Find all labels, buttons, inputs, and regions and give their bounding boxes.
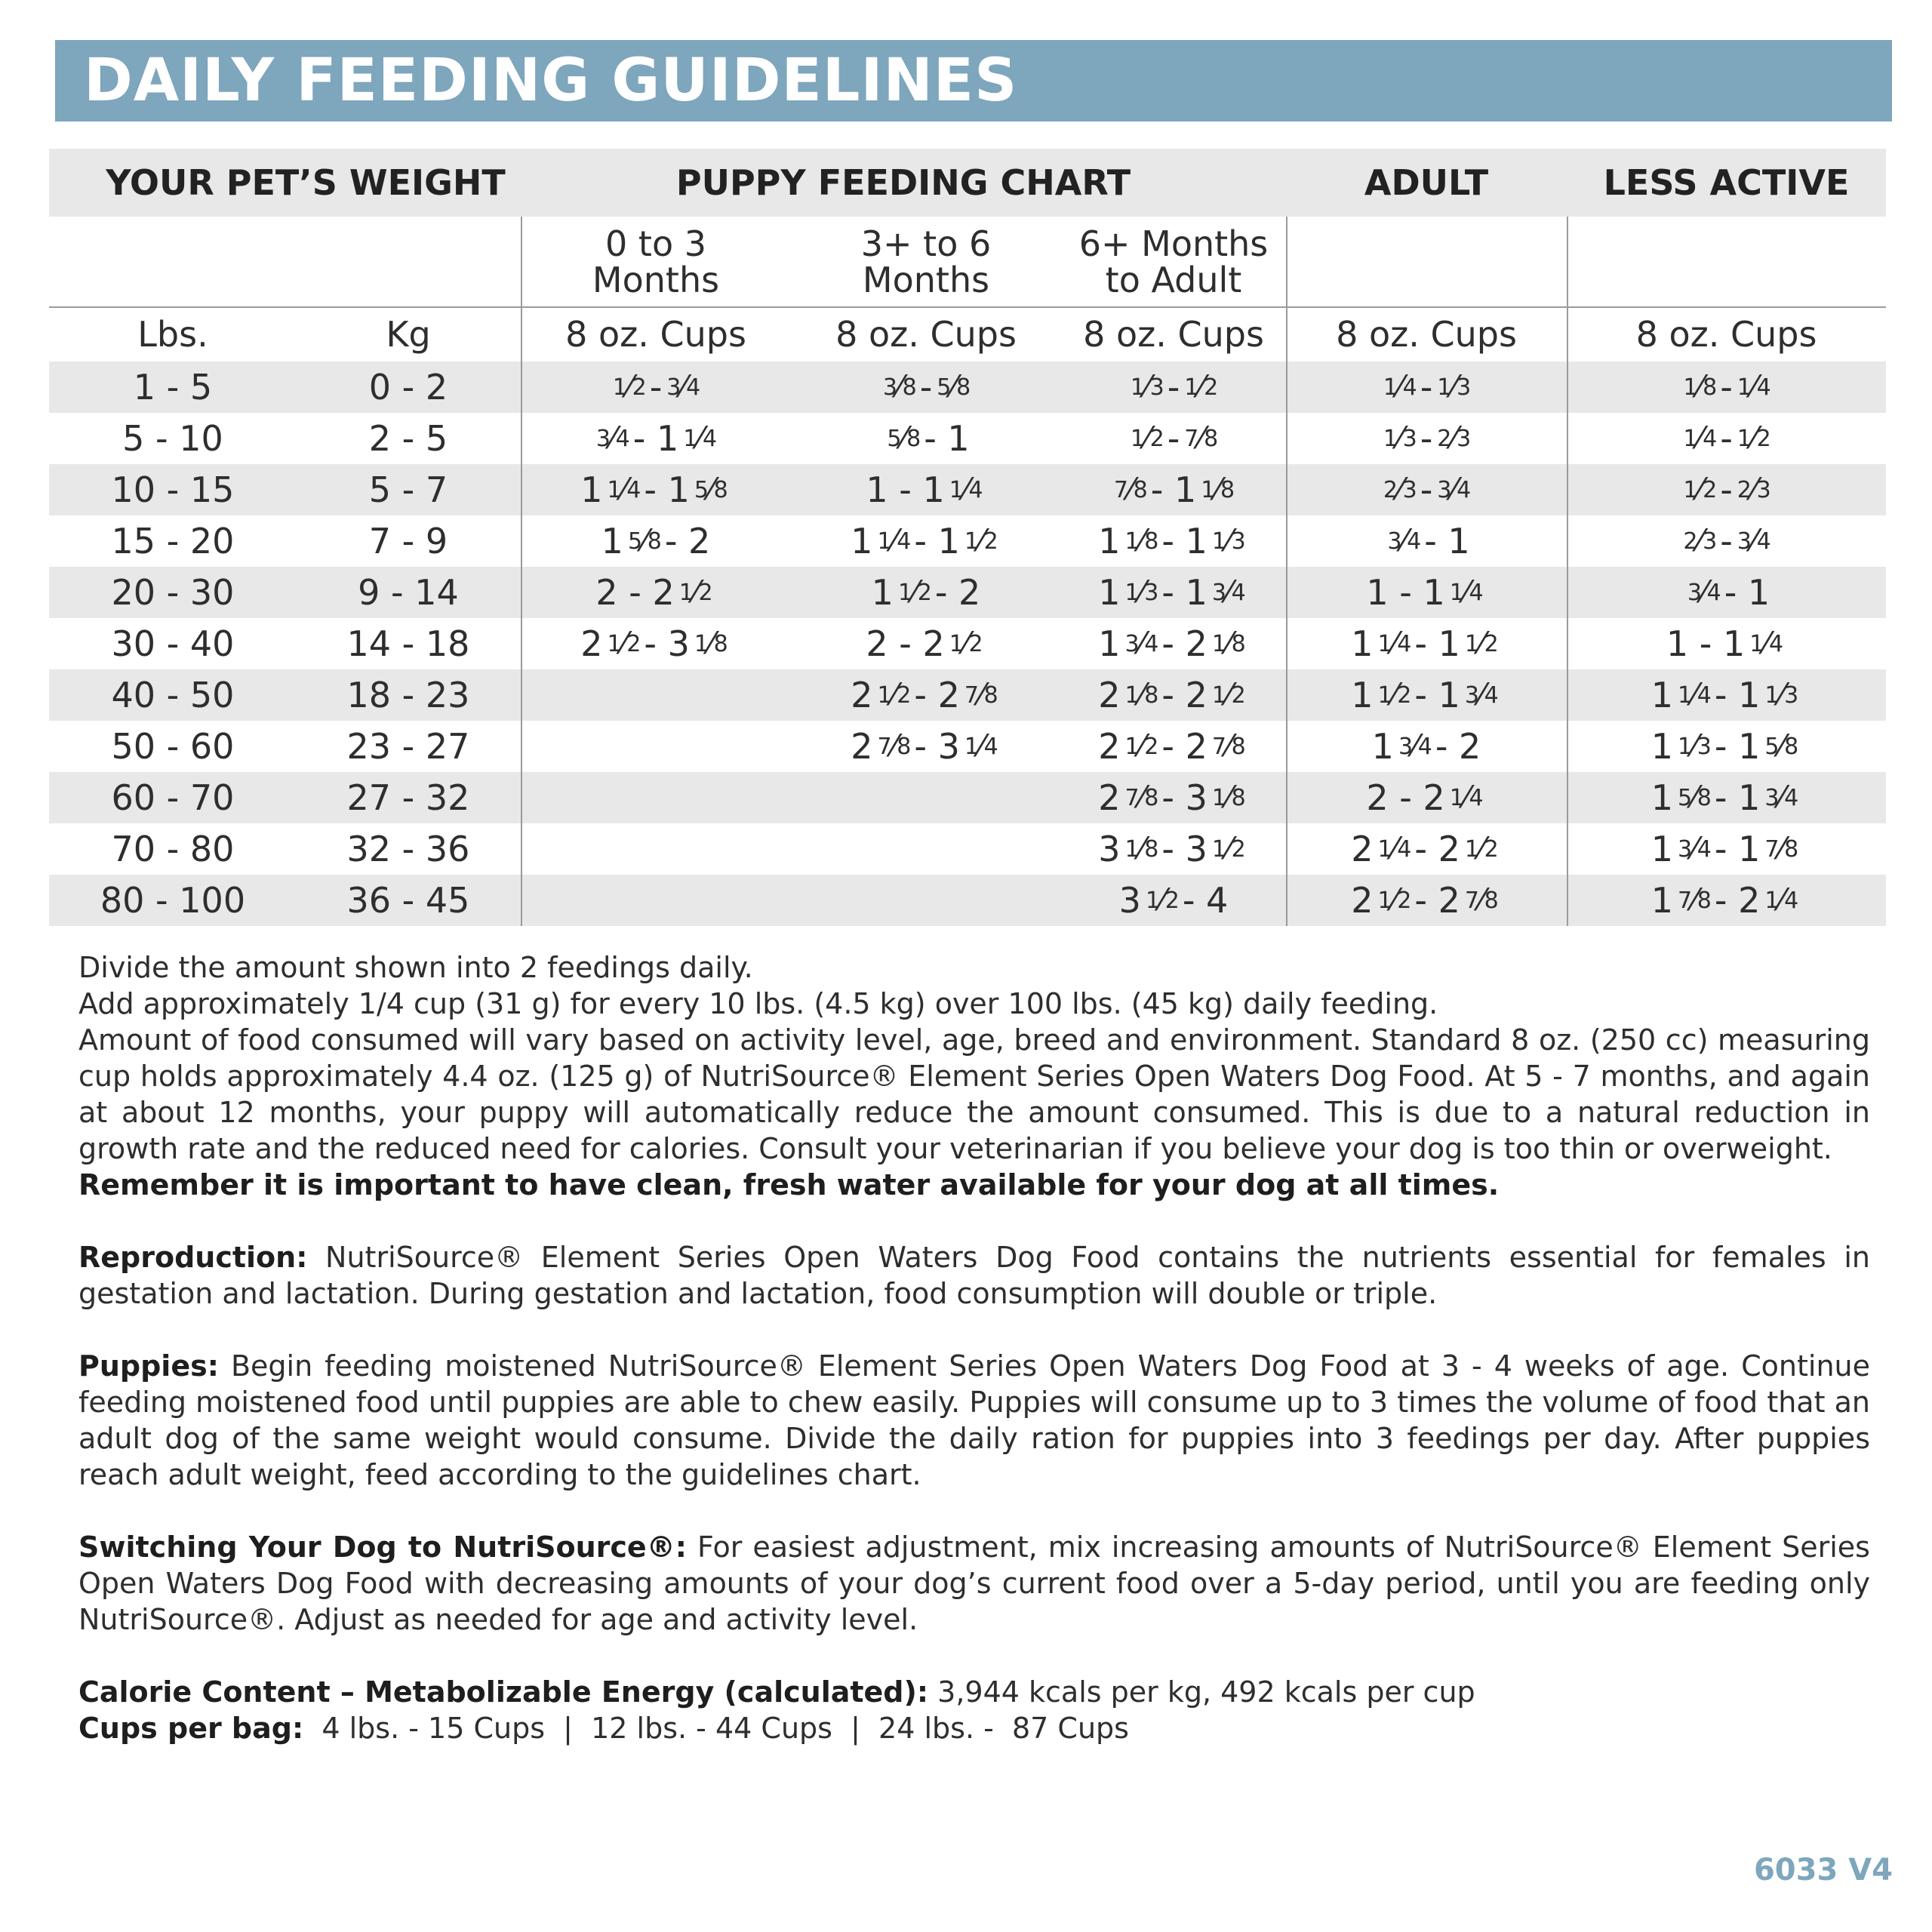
calorie-text: 3,944 kcals per kg, 492 kcals per cup bbox=[928, 1675, 1475, 1709]
age-header: 6+ Months to Adult bbox=[1078, 223, 1269, 300]
table-cell: 1 3 ⁄ 4 - 1 7 ⁄ 8 bbox=[1651, 829, 1799, 869]
table-cell: 1 1 ⁄ 4 - 1 1 ⁄ 2 bbox=[1351, 623, 1499, 664]
header-rule bbox=[521, 306, 1886, 308]
reproduction-text: NutriSource® Element Series Open Waters Dog Food contains the nutrients essential for females in gestation and lactation. During gestation and lactation, food consumption will double or triple. bbox=[78, 1241, 1870, 1310]
calorie-label: Calorie Content – Metabolizable Energy (calculated): bbox=[78, 1675, 929, 1709]
table-cell bbox=[521, 875, 791, 926]
reproduction-label: Reproduction: bbox=[78, 1241, 308, 1274]
puppy-group-header: PUPPY FEEDING CHART bbox=[675, 162, 1131, 203]
table-cell: 80 - 100 bbox=[100, 880, 246, 921]
table-cell: 1 ⁄ 8 - 1 ⁄ 4 bbox=[1683, 367, 1771, 408]
puppies-text: Begin feeding moistened NutriSource® Element Series Open Waters Dog Food at 3 - 4 weeks of age. Continue feeding moistened food until puppies are able to chew easily. Puppies will consume up to 3 times the volume of food that an adult dog of the same weight would consume. Divide the daily ration for puppies into 3 feedings per day. After puppies reach adult weight, feed according to the guidelines chart. bbox=[78, 1349, 1870, 1491]
table-cell: 30 - 40 bbox=[111, 623, 235, 664]
note-amount: Amount of food consumed will vary based on activity level, age, breed and environment. Standard 8 oz. (250 cc) measuring cup holds approximately 4.4 oz. (125 g) of NutriSource® Element Series Open Waters Dog Food. At 5 - 7 months, and again at about 12 months, your puppy will automatically reduce the amount consumed. This is due to a natural reduction in growth rate and the reduced need for calories. Consult your veterinarian if you believe your dog is too thin or overweight. bbox=[78, 1023, 1870, 1165]
table-cell: 1 - 1 1 ⁄ 4 bbox=[1666, 623, 1784, 664]
table-cell: 15 - 20 bbox=[111, 521, 235, 561]
table-cell: 2 1 ⁄ 2 - 2 7 ⁄ 8 bbox=[851, 675, 998, 715]
table-cell: 5 - 7 bbox=[368, 469, 448, 510]
note-puppies bbox=[78, 1348, 1870, 1493]
table-cell: 1 3 ⁄ 4 - 2 bbox=[1371, 726, 1481, 767]
note-water: Remember it is important to have clean, fresh water available for your dog at all times. bbox=[78, 1168, 1500, 1201]
table-cell: 1 5 ⁄ 8 - 2 bbox=[601, 521, 711, 561]
unit-header: 8 oz. Cups bbox=[565, 314, 746, 355]
page-title: DAILY FEEDING GUIDELINES bbox=[84, 47, 1018, 115]
table-cell: 14 - 18 bbox=[346, 623, 470, 664]
table-cell: 23 - 27 bbox=[346, 726, 470, 767]
unit-header: Kg bbox=[386, 314, 431, 355]
feeding-notes bbox=[78, 949, 1870, 1746]
table-cell: 2 1 ⁄ 8 - 2 1 ⁄ 2 bbox=[1098, 675, 1246, 715]
note-switching bbox=[78, 1529, 1870, 1638]
table-cell bbox=[521, 721, 791, 772]
table-cell: 1 3 ⁄ 4 - 2 1 ⁄ 8 bbox=[1098, 623, 1246, 664]
table-cell: 1 1 ⁄ 3 - 1 5 ⁄ 8 bbox=[1651, 726, 1799, 767]
table-cell: 3 1 ⁄ 2 - 4 bbox=[1118, 880, 1229, 921]
table-cell: 5 ⁄ 8 - 1 bbox=[887, 418, 970, 459]
table-cell: 1 1 ⁄ 8 - 1 1 ⁄ 3 bbox=[1098, 521, 1246, 561]
less-active-group-header: LESS ACTIVE bbox=[1603, 162, 1850, 203]
table-cell: 2 - 5 bbox=[368, 418, 448, 459]
table-cell: 1 5 ⁄ 8 - 1 3 ⁄ 4 bbox=[1651, 777, 1799, 818]
table-cell bbox=[791, 875, 1061, 926]
table-cell: 2 7 ⁄ 8 - 3 1 ⁄ 8 bbox=[1098, 777, 1246, 818]
table-cell: 2 - 2 1 ⁄ 4 bbox=[1366, 777, 1484, 818]
table-cell: 32 - 36 bbox=[346, 829, 470, 869]
puppies-label: Puppies: bbox=[78, 1349, 219, 1383]
table-cell: 2 1 ⁄ 4 - 2 1 ⁄ 2 bbox=[1351, 829, 1499, 869]
table-cell: 0 - 2 bbox=[368, 367, 448, 408]
age-header: 3+ to 6 Months bbox=[860, 223, 992, 300]
table-cell: 27 - 32 bbox=[346, 777, 470, 818]
table-cell: 1 7 ⁄ 8 - 2 1 ⁄ 4 bbox=[1651, 880, 1799, 921]
unit-header: Lbs. bbox=[137, 314, 208, 355]
table-cell: 1 1 ⁄ 4 - 1 5 ⁄ 8 bbox=[580, 469, 728, 510]
table-cell: 1 1 ⁄ 2 - 1 3 ⁄ 4 bbox=[1351, 675, 1499, 715]
table-cell: 1 ⁄ 4 - 1 ⁄ 2 bbox=[1683, 418, 1771, 459]
table-cell: 3 ⁄ 4 - 1 bbox=[1387, 521, 1470, 561]
table-cell: 2 7 ⁄ 8 - 3 1 ⁄ 4 bbox=[851, 726, 998, 767]
table-cell: 3 ⁄ 4 - 1 1 ⁄ 4 bbox=[595, 418, 718, 459]
table-cell: 2 ⁄ 3 - 3 ⁄ 4 bbox=[1683, 521, 1771, 561]
table-cell: 1 - 1 1 ⁄ 4 bbox=[1366, 572, 1484, 613]
adult-group-header: ADULT bbox=[1364, 162, 1489, 203]
table-cell: 3 ⁄ 4 - 1 bbox=[1687, 572, 1770, 613]
table-cell: 1 1 ⁄ 2 - 2 bbox=[871, 572, 981, 613]
table-cell: 1 ⁄ 3 - 2 ⁄ 3 bbox=[1383, 418, 1472, 459]
table-cell: 1 1 ⁄ 3 - 1 3 ⁄ 4 bbox=[1098, 572, 1246, 613]
table-cell: 7 ⁄ 8 - 1 1 ⁄ 8 bbox=[1113, 469, 1235, 510]
table-cell: 1 1 ⁄ 4 - 1 1 ⁄ 3 bbox=[1651, 675, 1799, 715]
unit-header: 8 oz. Cups bbox=[1083, 314, 1264, 355]
table-cell bbox=[791, 772, 1061, 823]
table-cell bbox=[521, 669, 791, 721]
age-header: 0 to 3 Months bbox=[592, 223, 720, 300]
table-cell: 1 1 ⁄ 4 - 1 1 ⁄ 2 bbox=[851, 521, 998, 561]
switching-label: Switching Your Dog to NutriSource®: bbox=[78, 1531, 687, 1564]
note-cups-per-bag bbox=[78, 1710, 1870, 1746]
table-cell bbox=[521, 823, 791, 875]
header-rule bbox=[49, 306, 521, 308]
table-cell: 5 - 10 bbox=[122, 418, 223, 459]
table-cell: 2 1 ⁄ 2 - 3 1 ⁄ 8 bbox=[580, 623, 728, 664]
note-add-over-100: Add approximately 1/4 cup (31 g) for every 10 lbs. (4.5 kg) over 100 lbs. (45 kg) daily feeding. bbox=[78, 987, 1438, 1020]
cups-label: Cups per bag: bbox=[78, 1712, 304, 1745]
table-cell: 70 - 80 bbox=[111, 829, 235, 869]
table-cell bbox=[791, 823, 1061, 875]
switching-text: For easiest adjustment, mix increasing amounts of NutriSource® Element Series Open Waters Dog Food with decreasing amounts of your dog’s current food over a 5-day period, until you are feeding only NutriSource®. Adjust as needed for age and activity level. bbox=[78, 1531, 1870, 1636]
table-cell: 40 - 50 bbox=[111, 675, 235, 715]
note-reproduction bbox=[78, 1239, 1870, 1312]
table-cell: 1 - 5 bbox=[133, 367, 213, 408]
table-cell: 1 ⁄ 2 - 2 ⁄ 3 bbox=[1683, 469, 1771, 510]
table-cell: 50 - 60 bbox=[111, 726, 235, 767]
table-cell: 1 ⁄ 2 - 7 ⁄ 8 bbox=[1130, 418, 1219, 459]
note-divide: Divide the amount shown into 2 feedings daily. bbox=[78, 951, 753, 984]
table-cell: 20 - 30 bbox=[111, 572, 235, 613]
table-cell: 2 - 2 1 ⁄ 2 bbox=[866, 623, 983, 664]
table-cell: 36 - 45 bbox=[346, 880, 470, 921]
table-cell: 1 ⁄ 2 - 3 ⁄ 4 bbox=[612, 367, 701, 408]
table-cell: 18 - 23 bbox=[346, 675, 470, 715]
table-cell: 2 ⁄ 3 - 3 ⁄ 4 bbox=[1383, 469, 1472, 510]
table-cell: 1 - 1 1 ⁄ 4 bbox=[866, 469, 983, 510]
table-cell: 2 - 2 1 ⁄ 2 bbox=[595, 572, 713, 613]
unit-header: 8 oz. Cups bbox=[1635, 314, 1817, 355]
table-cell: 2 1 ⁄ 2 - 2 7 ⁄ 8 bbox=[1351, 880, 1499, 921]
table-group-header bbox=[49, 149, 1886, 217]
title-banner bbox=[55, 40, 1892, 122]
unit-header: 8 oz. Cups bbox=[1336, 314, 1517, 355]
note-calorie bbox=[78, 1674, 1870, 1710]
unit-header: 8 oz. Cups bbox=[835, 314, 1017, 355]
table-cell: 1 ⁄ 3 - 1 ⁄ 2 bbox=[1130, 367, 1219, 408]
feeding-table bbox=[49, 149, 1886, 924]
table-cell bbox=[521, 772, 791, 823]
table-cell: 3 1 ⁄ 8 - 3 1 ⁄ 2 bbox=[1098, 829, 1246, 869]
table-cell: 7 - 9 bbox=[368, 521, 448, 561]
weight-group-header: YOUR PET’S WEIGHT bbox=[106, 162, 506, 203]
table-cell: 1 ⁄ 4 - 1 ⁄ 3 bbox=[1383, 367, 1472, 408]
table-cell: 3 ⁄ 8 - 5 ⁄ 8 bbox=[882, 367, 971, 408]
table-cell: 9 - 14 bbox=[358, 572, 459, 613]
footer-code: 6033 V4 bbox=[1753, 1853, 1893, 1887]
table-cell: 2 1 ⁄ 2 - 2 7 ⁄ 8 bbox=[1098, 726, 1246, 767]
cups-text: 4 lbs. - 15 Cups | 12 lbs. - 44 Cups | 24 lbs. - 87 Cups bbox=[303, 1712, 1129, 1745]
table-cell: 10 - 15 bbox=[111, 469, 235, 510]
table-cell: 60 - 70 bbox=[111, 777, 235, 818]
